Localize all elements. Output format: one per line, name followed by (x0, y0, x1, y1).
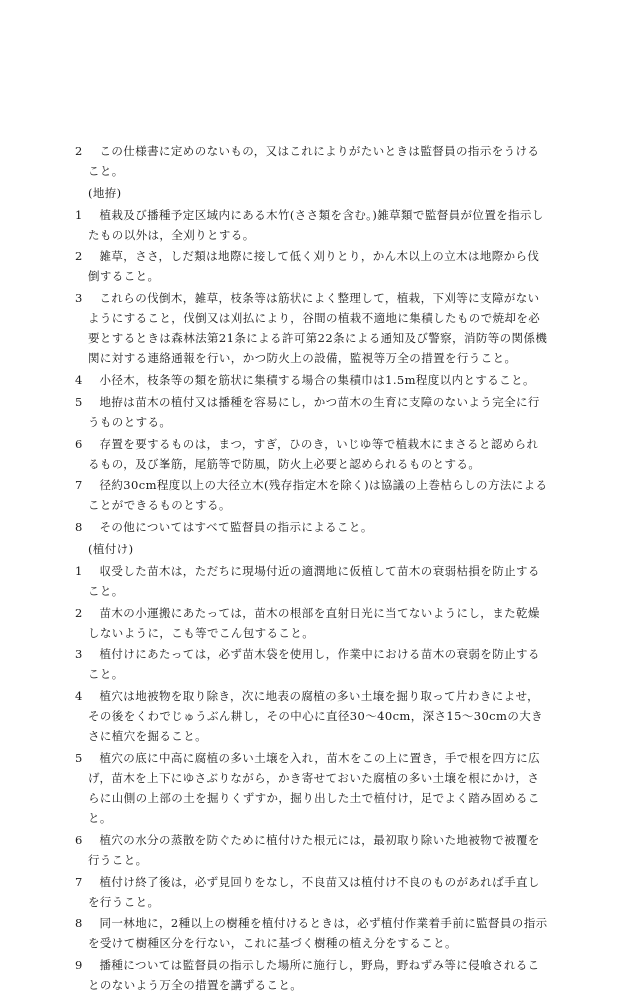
list-item (0, 475, 550, 515)
clause-text: 同一林地に，2種以上の樹種を植付けるときは，必ず植付作業着手前に監督員の指示を受けて樹種区分を行ない，これに基づく樹種の植え分をすること。 (88, 916, 548, 951)
clause-number: 2 (75, 249, 83, 264)
list-item (0, 830, 550, 870)
clause-number: 4 (75, 689, 83, 704)
list-item (0, 517, 550, 537)
list-item (0, 686, 550, 746)
clause-number: 4 (75, 372, 83, 387)
clause-text: これらの伐倒木，雑草，枝条等は筋状によく整理して，植栽，下刈等に支障がないようにすること，伐倒又は刈払により，谷間の植栽不適地に集積したもので焼却を必要とするときは森林法第21条による許可第22条による通知及び警察，消防等の関係機関に対する連絡通報を行い，かつ防火上の設備，監視等万全の措置を行うこと。 (88, 291, 548, 366)
clause-number: 3 (75, 291, 83, 306)
list-item (0, 434, 550, 474)
clause-text: 小径木，枝条等の類を筋状に集積する場合の集積巾は1.5m程度以内とすること。 (99, 372, 535, 387)
clause-number: 2 (75, 144, 83, 158)
list-item (0, 392, 550, 432)
section (0, 539, 630, 995)
clause-number: 8 (75, 916, 83, 931)
clause-number: 1 (75, 207, 83, 222)
list-item (0, 370, 550, 390)
clause-text: この仕様書に定めのないもの，又はこれによりがたいときは監督員の指示をうけること。 (88, 144, 540, 178)
clause-text: 雑草，ささ，しだ類は地際に接して低く刈りとり，かん木以上の立木は地際から伐倒すること。 (88, 249, 540, 284)
list-item (0, 913, 550, 953)
list-item (0, 872, 550, 912)
clause-number: 7 (75, 478, 83, 493)
clause-text: 径約30cm程度以上の大径立木(残存指定木を除く)は協議の上巻枯らしの方法によることができるものとする。 (88, 478, 548, 513)
section-heading: (植付け) (88, 541, 134, 556)
document-body (0, 141, 630, 997)
clause-number: 3 (75, 647, 83, 662)
clause-number: 6 (75, 436, 83, 451)
clause-number: 2 (75, 605, 83, 620)
list-item (0, 205, 550, 245)
intro-clause (0, 141, 550, 181)
list-item (0, 561, 550, 601)
clause-text: 地拵は苗木の植付又は播種を容易にし，かつ苗木の生育に支障のないよう完全に行うものとする。 (88, 394, 540, 429)
list-item (0, 644, 550, 684)
clause-number: 6 (75, 832, 83, 847)
list-item (0, 288, 550, 368)
clause-text: 収受した苗木は，ただちに現場付近の適潤地に仮植して苗木の衰弱枯損を防止すること。 (88, 563, 540, 598)
list-item (0, 603, 550, 643)
clause-text: 植付けにあたっては，必ず苗木袋を使用し，作業中における苗木の衰弱を防止すること。 (88, 647, 540, 682)
clause-text: 播種については監督員の指示した場所に施行し，野鳥，野ねずみ等に侵喰されることのないよう万全の措置を講ずること。 (88, 958, 540, 993)
clause-text: 植穴は地被物を取り除き，次に地表の腐植の多い土壌を掘り取って片わきによせ，その後をくわでじゅうぶん耕し，その中心に直径30〜40cm，深さ15〜30cmの大きさに植穴を掘ること。 (88, 689, 544, 744)
clause-number: 7 (75, 874, 83, 889)
clause-number: 9 (75, 958, 83, 973)
list-item (0, 955, 550, 995)
clause-number: 8 (75, 520, 83, 535)
list-item (0, 246, 550, 286)
clause-text: 植付け終了後は，必ず見回りをなし，不良苗又は植付け不良のものがあれば手直しを行うこと。 (88, 874, 540, 909)
list-item (0, 748, 550, 828)
clause-text: 植穴の水分の蒸散を防ぐために植付けた根元には，最初取り除いた地被物で被覆を行うこと。 (88, 832, 540, 867)
clause-text: 植栽及び播種予定区域内にある木竹(ささ類を含む。)雑草類で監督員が位置を指示したもの以外は，全刈りとする。 (88, 207, 544, 242)
clause-text: その他についてはすべて監督員の指示によること。 (99, 520, 373, 535)
clause-number: 5 (75, 750, 83, 765)
clause-number: 5 (75, 394, 83, 409)
section-heading: (地拵) (88, 185, 122, 200)
clause-text: 苗木の小運搬にあたっては，苗木の根部を直射日光に当てないようにし，また乾燥しないように，こも等でこん包すること。 (88, 605, 540, 640)
clause-number: 1 (75, 563, 83, 578)
sections-container (0, 183, 630, 995)
section (0, 183, 630, 537)
clause-text: 存置を要するものは，まつ，すぎ，ひのき，いじゆ等で植栽木にまさると認められるもの，及び峯筋，尾筋等で防風，防火上必要と認められるものとする。 (88, 436, 539, 471)
clause-text: 植穴の底に中高に腐植の多い土壌を入れ，苗木をこの上に置き，手で根を四方に広げ，苗木を上下にゆさぶりながら，かき寄せておいた腐植の多い土壌を根にかけ，さらに山側の上部の土を掘りくずすか，掘り出した土で植付け，足でよく踏み固めること。 (88, 750, 541, 825)
